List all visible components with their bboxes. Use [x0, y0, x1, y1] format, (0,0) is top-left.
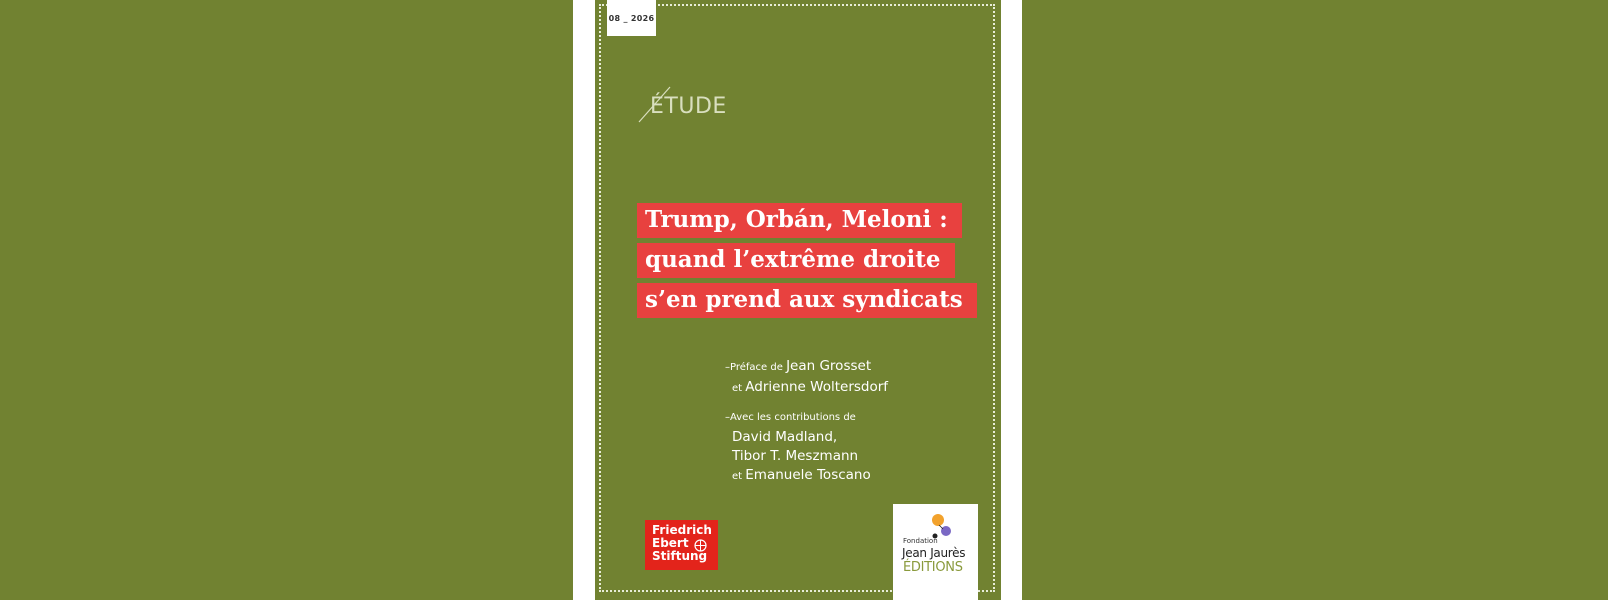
preface-author: Jean Grosset: [786, 358, 872, 374]
contributor: et Emanuele Toscano: [732, 467, 871, 483]
globe-icon: [694, 539, 707, 552]
preface-author: Adrienne Woltersdorf: [745, 379, 889, 395]
fondation-jean-jaures-logo: Fondation Jean Jaurès ÉDITIONS: [893, 504, 978, 600]
contributor: David Madland,: [732, 429, 838, 445]
title-line: Trump, Orbán, Meloni :: [637, 203, 962, 238]
preface-line: –Préface de Jean Grosset: [725, 358, 872, 374]
title-line: s’en prend aux syndicats: [637, 283, 977, 318]
document-type: [637, 86, 747, 126]
issue-number: 08 _ 2026: [608, 13, 655, 23]
cover-title: [637, 203, 977, 323]
preface-line-2: et Adrienne Woltersdorf: [732, 379, 889, 395]
title-line: quand l’extrême droite: [637, 243, 955, 278]
friedrich-ebert-stiftung-logo: Friedrich Ebert Stiftung: [645, 520, 718, 570]
contributor: Tibor T. Meszmann: [732, 448, 859, 464]
document-type-label: ÉTUDE: [650, 94, 727, 119]
issue-number-tab: [607, 0, 656, 36]
contributions-heading: –Avec les contributions de: [725, 412, 856, 423]
credits: [725, 356, 888, 486]
